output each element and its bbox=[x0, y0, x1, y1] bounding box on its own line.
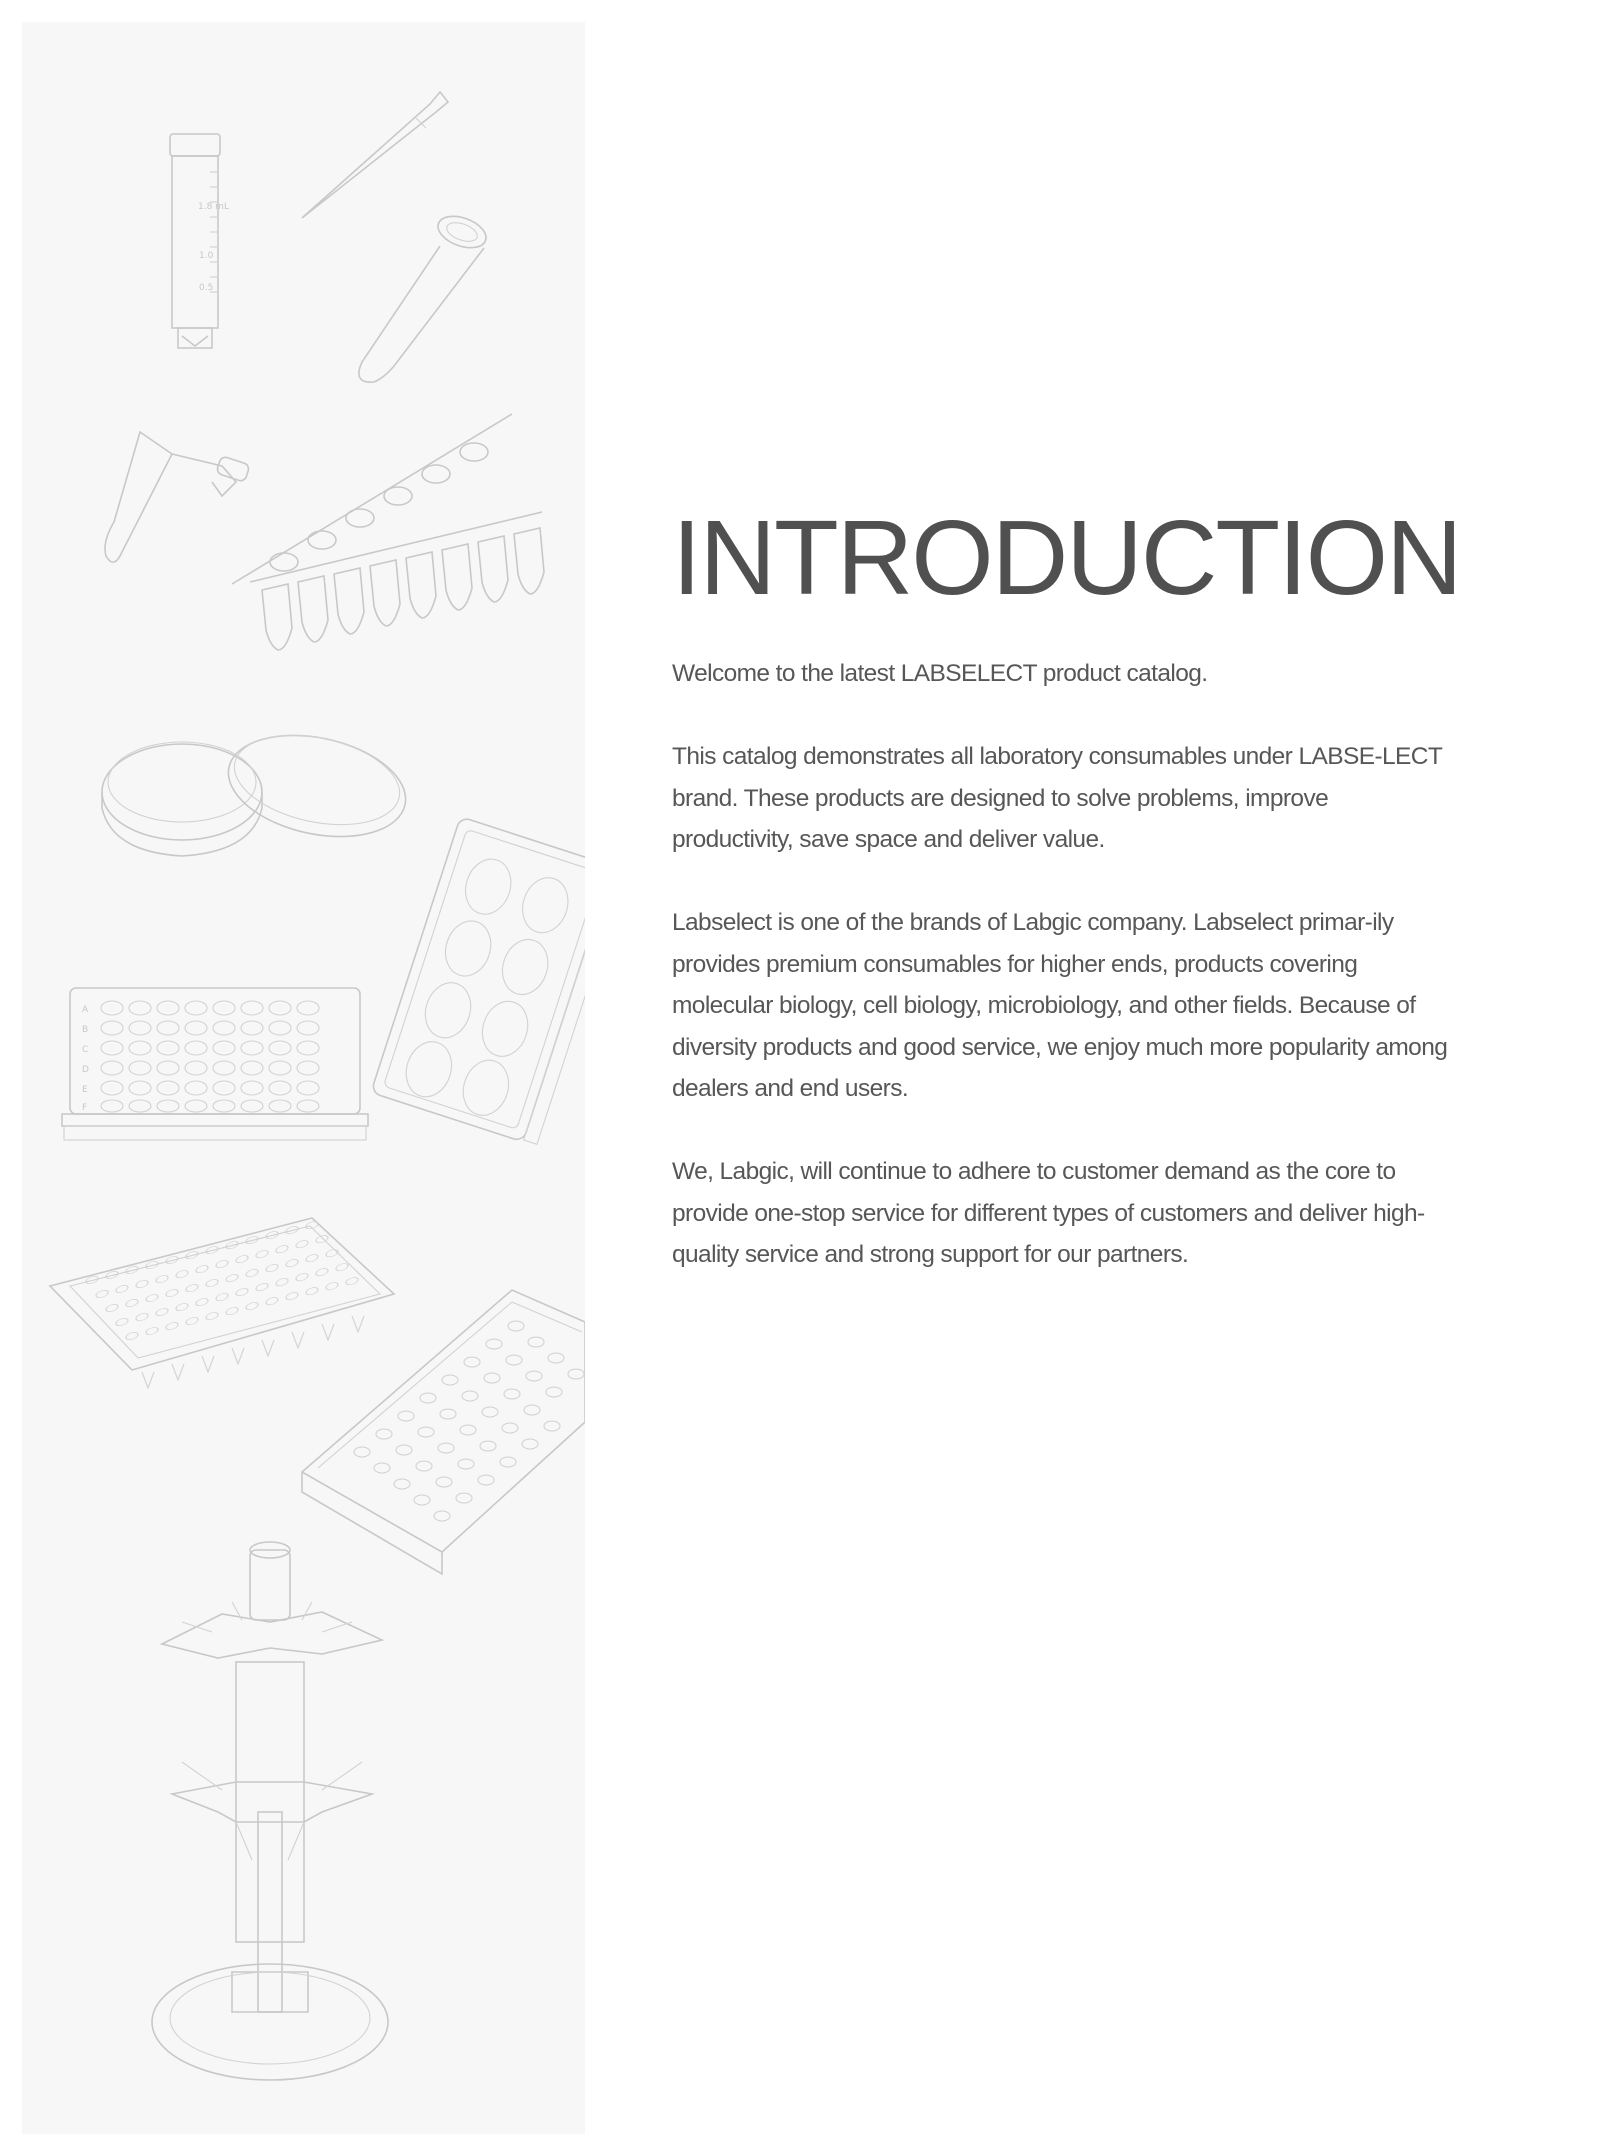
intro-paragraph-catalog: This catalog demonstrates all laboratory consumables under LABSE-LECT brand. These products are designed to solve problems, improve productivity, save space and deliver value. bbox=[672, 743, 1442, 853]
plate-row-c: C bbox=[82, 1045, 89, 1055]
pcr-plate-skirted-icon bbox=[302, 1290, 585, 1574]
intro-paragraph-commitment: We, Labgic, will continue to adhere to customer demand as the core to provide one-stop service for different types of customers and deliver high-quality service and strong support for our partners. bbox=[672, 1158, 1425, 1268]
page-title: INTRODUCTION bbox=[672, 499, 1461, 617]
microtube-icon bbox=[105, 432, 250, 562]
pipette-rack-icon bbox=[152, 1542, 388, 2080]
centrifuge-tube-icon bbox=[359, 210, 490, 382]
pipette-tip-icon bbox=[302, 92, 448, 218]
culture-plate-48-icon bbox=[62, 988, 368, 1140]
pcr-strip-icon bbox=[232, 414, 544, 650]
tube-label-05: 0.5 bbox=[199, 283, 214, 293]
plate-row-e: E bbox=[82, 1085, 88, 1095]
tube-label-10: 1.0 bbox=[199, 251, 214, 261]
introduction-content bbox=[672, 499, 1461, 1317]
tube-label-18: 1.8 mL bbox=[198, 202, 229, 212]
pcr-plate-icon bbox=[50, 1210, 394, 1388]
intro-paragraph-brand: Labselect is one of the brands of Labgic company. Labselect primar-ily provides premium consumables for higher ends, products covering molecular biology, cell biology, microbiology, and other fields. Because of diversity products and good service, we enjoy much more popularity among dealers and end users. bbox=[672, 909, 1448, 1102]
cryovial-icon bbox=[170, 134, 229, 348]
illustration-panel bbox=[22, 22, 585, 2134]
plate-row-b: B bbox=[82, 1025, 89, 1035]
intro-paragraph-welcome: Welcome to the latest LABSELECT product catalog. bbox=[672, 660, 1208, 687]
plate-row-d: D bbox=[82, 1065, 89, 1075]
culture-plate-12-icon bbox=[371, 817, 585, 1147]
plate-row-a: A bbox=[82, 1005, 89, 1015]
petri-dish-icon bbox=[102, 720, 415, 856]
lab-consumables-illustration bbox=[22, 22, 585, 2134]
plate-row-f: F bbox=[82, 1103, 88, 1113]
